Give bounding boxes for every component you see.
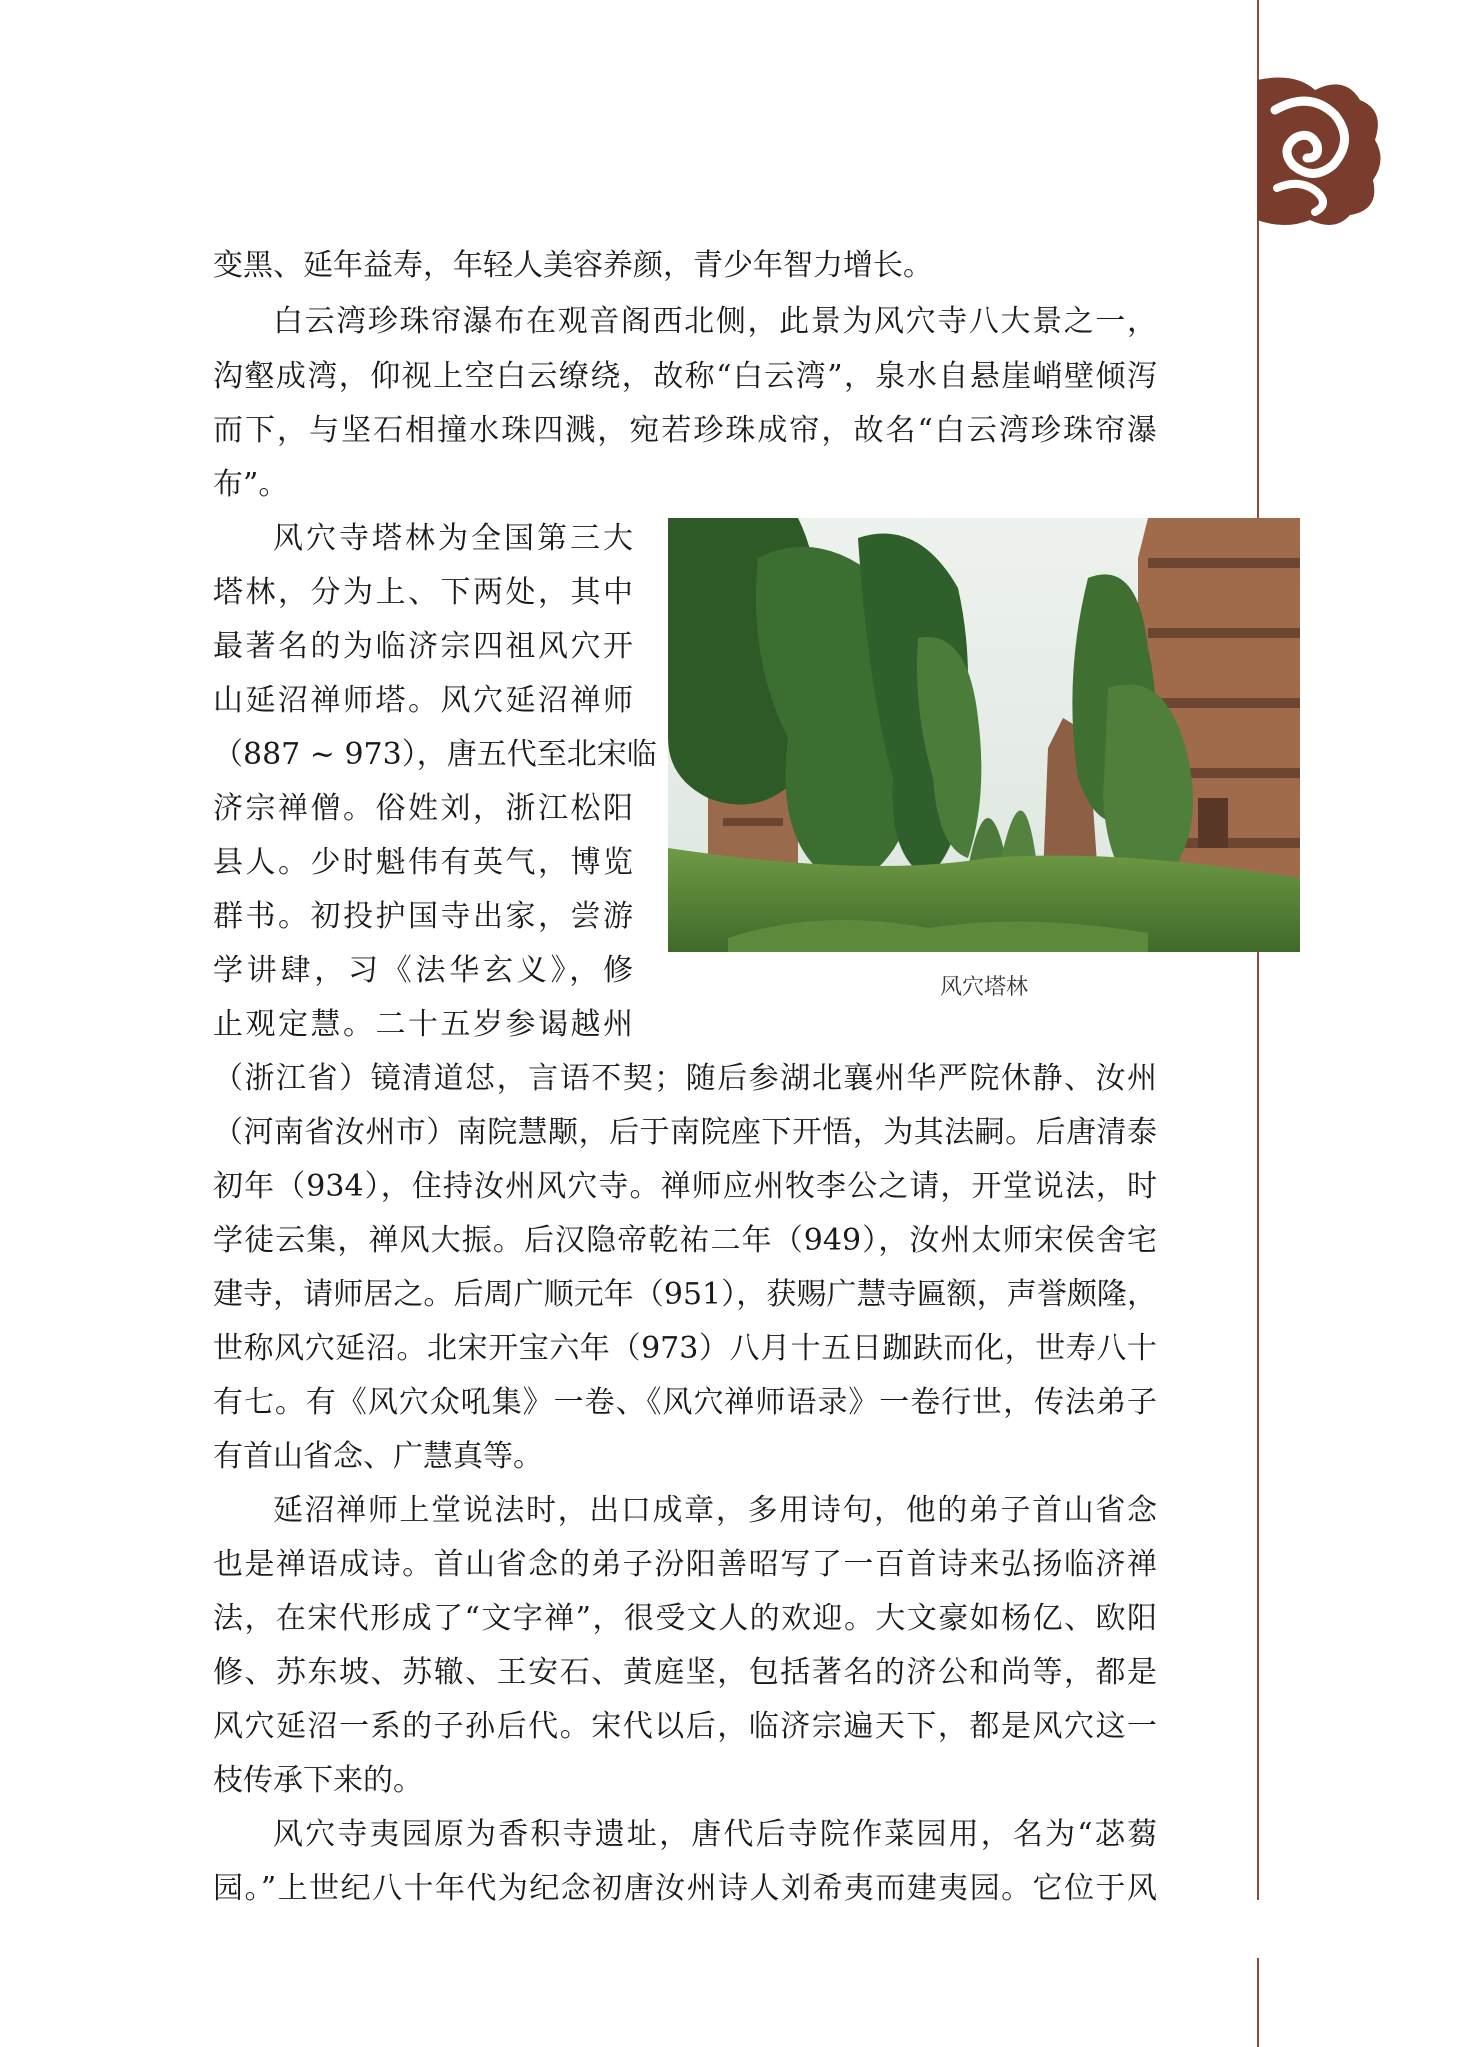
text-line: 世称风穴延沼。北宋开宝六年（973）八月十五日跏趺而化，世寿八十 bbox=[213, 1331, 1157, 1366]
text-line: 变黑、延年益寿，年轻人美容养颜，青少年智力增长。 bbox=[213, 248, 933, 283]
text-line: 沟壑成湾，仰视上空白云缭绕，故称“白云湾”，泉水自悬崖峭壁倾泻 bbox=[213, 359, 1157, 394]
text-line: 建寺，请师居之。后周广顺元年（951），获赐广慧寺匾额，声誉颇隆， bbox=[213, 1277, 1157, 1312]
text-line: 初年（934），住持汝州风穴寺。禅师应州牧李公之请，开堂说法，时 bbox=[213, 1169, 1157, 1204]
cloud-ornament-icon bbox=[1255, 70, 1385, 230]
text-line: 园。”上世纪八十年代为纪念初唐汝州诗人刘希夷而建夷园。它位于风 bbox=[213, 1871, 1157, 1906]
text-line: 而下，与坚石相撞水珠四溅，宛若珍珠成帘，故名“白云湾珍珠帘瀑 bbox=[213, 413, 1157, 448]
margin-rule-bottom bbox=[1257, 1958, 1259, 2047]
text-line: 有七。有《风穴众吼集》一卷、《风穴禅师语录》一卷行世，传法弟子 bbox=[213, 1385, 1157, 1420]
text-line: 风穴延沼一系的子孙后代。宋代以后，临济宗遍天下，都是风穴这一 bbox=[213, 1709, 1157, 1744]
text-line: 最著名的为临济宗四祖风穴开 bbox=[213, 629, 633, 664]
text-line: 风穴寺夷园原为香积寺遗址，唐代后寺院作菜园用，名为“苾蒭 bbox=[273, 1817, 1157, 1852]
text-line: 县人。少时魁伟有英气，博览 bbox=[213, 845, 633, 880]
text-line: 布”。 bbox=[213, 467, 289, 502]
text-line: 修、苏东坡、苏辙、王安石、黄庭坚，包括著名的济公和尚等，都是 bbox=[213, 1655, 1157, 1690]
text-line: 枝传承下来的。 bbox=[213, 1763, 423, 1798]
text-line: （887 ~ 973），唐五代至北宋临 bbox=[213, 737, 657, 772]
text-line: 塔林，分为上、下两处，其中 bbox=[213, 575, 633, 610]
text-line: 有首山省念、广慧真等。 bbox=[213, 1439, 543, 1474]
text-line: 也是禅语成诗。首山省念的弟子汾阳善昭写了一百首诗来弘扬临济禅 bbox=[213, 1547, 1157, 1582]
text-line: （浙江省）镜清道怤，言语不契；随后参湖北襄州华严院休静、汝州 bbox=[213, 1061, 1157, 1096]
text-line: 山延沼禅师塔。风穴延沼禅师 bbox=[213, 683, 633, 718]
text-line: （河南省汝州市）南院慧颙，后于南院座下开悟，为其法嗣。后唐清泰 bbox=[213, 1115, 1157, 1150]
text-line: 延沼禅师上堂说法时，出口成章，多用诗句，他的弟子首山省念 bbox=[273, 1493, 1157, 1528]
photo-caption: 风穴塔林 bbox=[939, 975, 1028, 1000]
text-line: 法，在宋代形成了“文字禅”，很受文人的欢迎。大文豪如杨亿、欧阳 bbox=[213, 1601, 1157, 1636]
text-line: 济宗禅僧。俗姓刘，浙江松阳 bbox=[213, 791, 633, 826]
text-line: 学讲肆，习《法华玄义》，修 bbox=[213, 953, 633, 988]
text-line: 风穴寺塔林为全国第三大 bbox=[273, 521, 633, 556]
text-line: 学徒云集，禅风大振。后汉隐帝乾祐二年（949），汝州太师宋侯舍宅 bbox=[213, 1223, 1157, 1258]
text-line: 止观定慧。二十五岁参谒越州 bbox=[213, 1007, 633, 1042]
pagoda-forest-photo bbox=[668, 518, 1300, 952]
text-line: 白云湾珍珠帘瀑布在观音阁西北侧，此景为风穴寺八大景之一， bbox=[273, 304, 1157, 339]
text-line: 群书。初投护国寺出家，尝游 bbox=[213, 899, 633, 934]
